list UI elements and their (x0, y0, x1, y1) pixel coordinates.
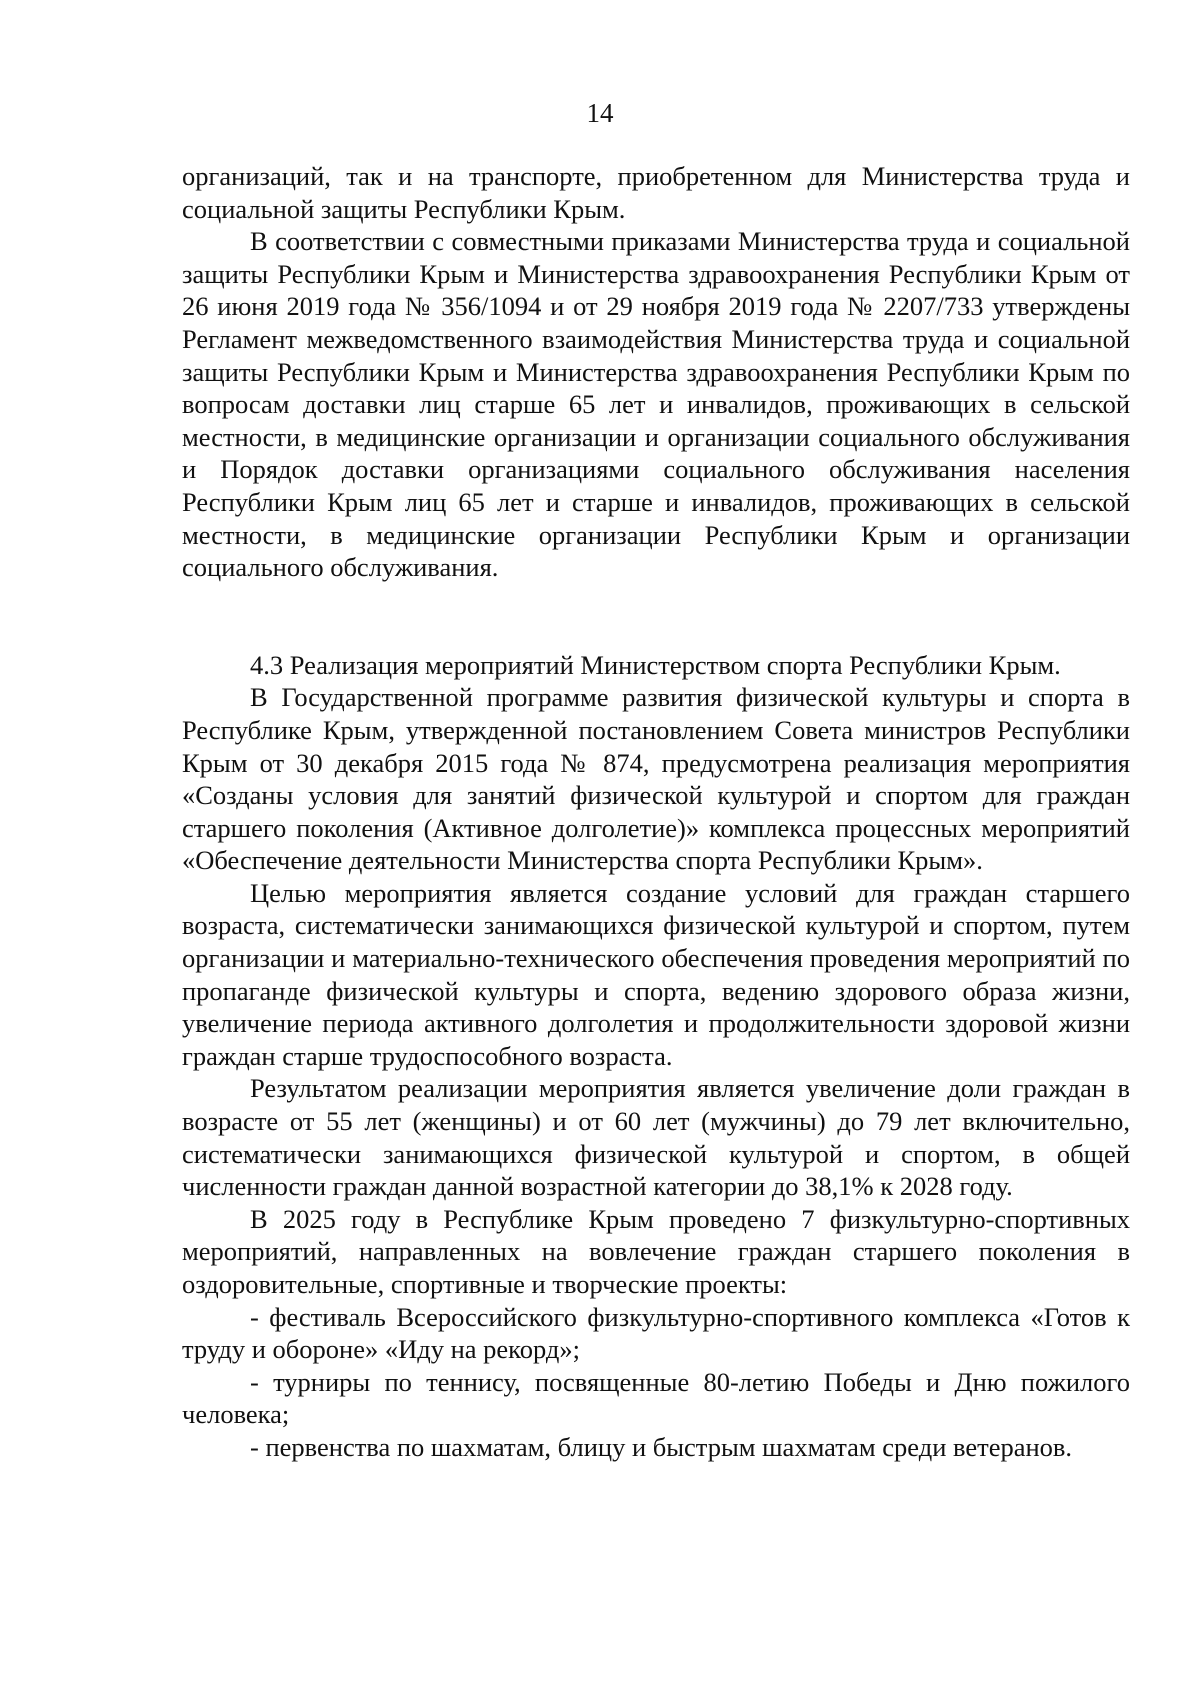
paragraph-events-2025: В 2025 году в Республике Крым проведено 7 физкультурно-спортивных мероприятий, направленных на вовлечение граждан старшего поколения в оздоровительные, спортивные и творческие проекты: (182, 1203, 1130, 1299)
list-item-tennis: - турниры по теннису, посвященные 80-летию Победы и Дню пожилого человека; (182, 1366, 1130, 1430)
list-item-festival: - фестиваль Всероссийского физкультурно-спортивного комплекса «Готов к труду и обороне» «Иду на рекорд»; (182, 1301, 1130, 1365)
paragraph-goal: Целью мероприятия является создание условий для граждан старшего возраста, систематически занимающихся физической культурой и спортом, путем организации и материально-технического обеспечения проведения мероприятий по пропаганде физической культуры и спорта, ведению здорового образа жизни, увеличение периода активного долголетия и продолжительности здоровой жизни граждан старше трудоспособного возраста. (182, 877, 1130, 1071)
paragraph-result: Результатом реализации мероприятия является увеличение доли граждан в возрасте от 55 лет (женщины) и от 60 лет (мужчины) до 79 лет включительно, систематически занимающихся физической культурой и спортом, в общей численности граждан данной возрастной категории до 38,1% к 2028 году. (182, 1073, 1130, 1202)
paragraph-continuation: организаций, так и на транспорте, приобретенном для Министерства труда и социальной защиты Республики Крым. (182, 161, 1130, 224)
list-item-chess: - первенства по шахматам, блицу и быстрым шахматам среди ветеранов. (250, 1431, 1073, 1462)
paragraph-joint-orders: В соответствии с совместными приказами Министерства труда и социальной защиты Республики Крым и Министерства здравоохранения Республики Крым от 26 июня 2019 года № 356/1094 и от 29 ноября 2019 года № 2207/733 утверждены Регламент межведомственного взаимодействия Министерства труда и социальной защиты Республики Крым и Министерства здравоохранения Республики Крым по вопросам доставки лиц старше 65 лет и инвалидов, проживающих в сельской местности, в медицинские организации и организации социального обслуживания и Порядок доставки организациями социального обслуживания населения Республики Крым лиц 65 лет и старше и инвалидов, проживающих в сельской местности, в медицинские организации Республики Крым и организации социального обслуживания. (182, 226, 1130, 583)
paragraph-state-program: В Государственной программе развития физической культуры и спорта в Республике Крым, утвержденной постановлением Совета министров Республики Крым от 30 декабря 2015 года № 874, предусмотрена реализация мероприятия «Созданы условия для занятий физической культурой и спортом для граждан старшего поколения (Активное долголетие)» комплекса процессных мероприятий «Обеспечение деятельности Министерства спорта Республики Крым». (182, 682, 1130, 876)
page-number: 14 (586, 98, 614, 128)
section-heading-4-3: 4.3 Реализация мероприятий Министерством спорта Республики Крым. (250, 649, 1061, 680)
document-body (182, 160, 1130, 1464)
